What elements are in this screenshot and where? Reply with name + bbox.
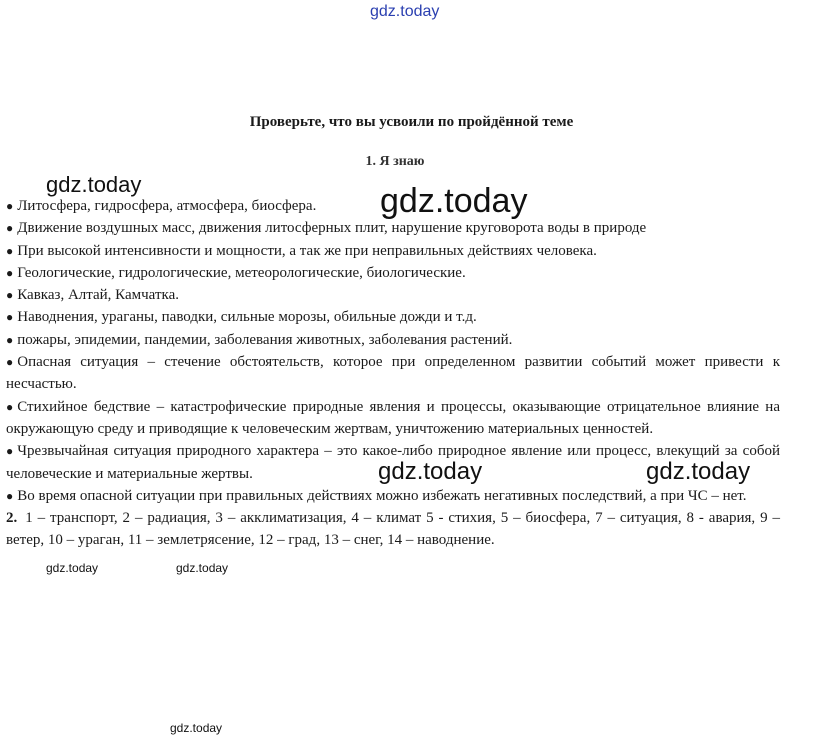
list-item [6,195,780,217]
page-title: Проверьте, что вы усвоили по пройдённой теме [249,114,574,130]
list-item-text: пожары, эпидемии, пандемии, заболевания животных, заболевания растений. [17,331,513,348]
bullet-icon: ● [6,243,14,258]
answer-content [6,195,780,552]
watermark: gdz.today [46,172,142,197]
watermark: gdz.today [176,561,229,575]
list-item-text: Во время опасной ситуации при правильных действиях можно избежать негативных последствий, а при ЧС – нет. [17,487,747,504]
list-item-text: При высокой интенсивности и мощности, а так же при неправильных действиях человека. [17,242,597,259]
list-item [6,284,780,306]
watermark: gdz.today [378,458,483,485]
section-2-number: 2. [6,510,18,527]
list-item-text: Наводнения, ураганы, паводки, сильные морозы, обильные дожди и т.д. [17,309,477,326]
list-item [6,306,780,328]
list-item [6,351,780,396]
watermark: gdz.today [646,458,751,485]
bullet-icon: ● [6,332,14,347]
list-item [6,396,780,441]
section-2-text: 1 – транспорт, 2 – радиация, 3 – акклиматизация, 4 – климат 5 - стихия, 5 – биосфера, 7 – ситуация, 8 - авария, 9 – ветер, 10 – ураган, 11 – землетрясение, 12 – град, 13 – снег, 14 – наводнение. [6,510,780,549]
bullet-icon: ● [6,265,14,280]
list-item [6,329,780,351]
list-item-text: Кавказ, Алтай, Камчатка. [17,287,179,304]
list-item-text: Геологические, гидрологические, метеорологические, биологические. [17,264,466,281]
bullet-icon: ● [6,488,14,503]
list-item-text: Движение воздушных масс, движения литосферных плит, нарушение круговорота воды в природе [17,220,647,237]
section-2-answers [6,507,780,552]
bullet-icon: ● [6,199,14,213]
list-item [6,485,780,507]
bullet-icon: ● [6,355,14,370]
bullet-icon: ● [6,399,14,414]
bullet-icon: ● [6,288,14,303]
watermark: gdz.today [170,721,223,735]
bullet-icon: ● [6,444,14,459]
list-item-text: Чрезвычайная ситуация природного характера – это какое-либо природное явление или процесс, влекущий за собой человеческие и материальные жертвы. [6,443,780,482]
bullet-icon: ● [6,221,14,236]
watermark: gdz.today [46,561,99,575]
bullet-icon: ● [6,310,14,325]
list-item [6,240,780,262]
list-item-text: Опасная ситуация – стечение обстоятельств, которое при определенном развитии событий может привести к несчастью. [6,354,780,393]
list-item-text: Литосфера, гидросфера, атмосфера, биосфера. [17,198,317,214]
list-item-text: Стихийное бедствие – катастрофические природные явления и процессы, оказывающие отрицательное влияние на окружающую среду и приводящие к человеческим жертвам, уничтожению материальных ценностей. [6,398,780,437]
watermark: gdz.today [380,182,528,220]
list-item [6,262,780,284]
watermark-top: gdz.today [370,3,440,20]
list-item [6,217,780,239]
section-1-heading: 1. Я знаю [365,154,425,169]
